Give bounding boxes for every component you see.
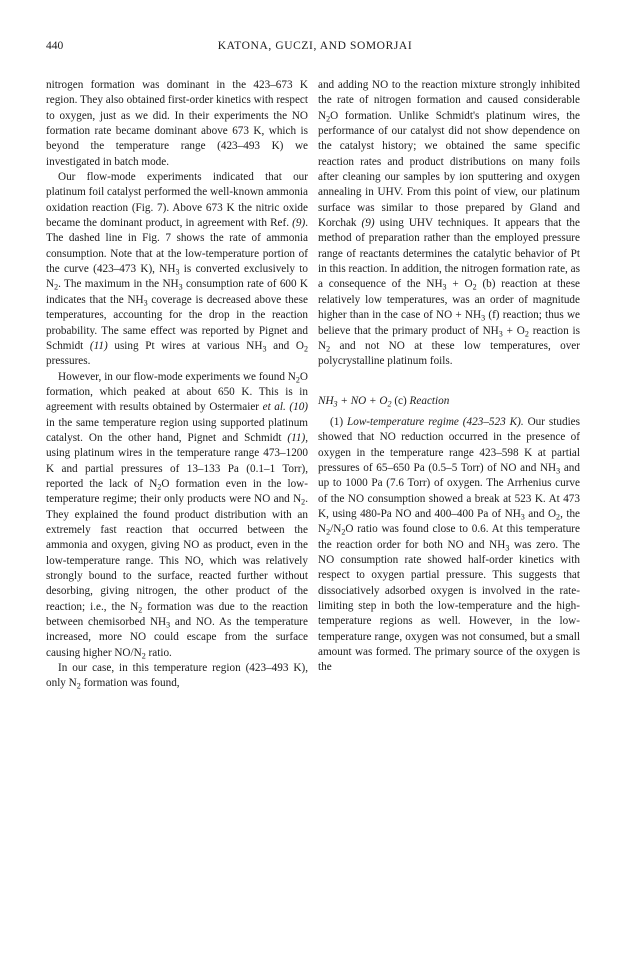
page-header [46,40,584,60]
paragraph: Our flow-mode experiments indicated that our platinum foil catalyst performed the well-known ammonia oxidation reaction (Fig. 7). Above 673 K the nitric oxide became the dominant product, in agreement with Ref. (9). The dashed line in Fig. 7 shows the rate of ammonia consumption. Note that at the low-temperature portion of the curve (423–473 K), $NH_3$ is converted exclusively to $N_2$. The maximum in the $NH_3$ consumption rate of 600 K indicates that the $NH_3$ coverage is decreased above these temperatures, accounting for the drop in the reaction probability. The same effect was reported by Pignet and Schmidt (11) using Pt wires at various $NH_3$ and $O_2$ pressures. [46,171,309,368]
subsection-title: Low-temperature regime (423–523 K). [347,415,524,428]
reference: (11) [287,431,306,444]
left-column [46,78,308,692]
reference: (9) [361,217,375,230]
reference: (10) [289,401,309,414]
section-heading: $NH_3$ + NO + $O_2$ (c) Reaction [318,394,450,408]
right-column [318,78,580,676]
paragraph: In our case, in this temperature region (423–493 K), only $N_2$ formation was found, [46,662,308,691]
running-head: KATONA, GUCZI, AND SOMORJAI [217,40,413,52]
paragraph: and adding NO to the reaction mixture strongly inhibited the rate of nitrogen formation and caused considerable $N_2O$ formation. Unlike Schmidt's platinum wires, the performance of our catalyst did not show dependence on the catalyst history; we obtained the same specific reaction rates and product distributions on many foils after cleaning our samples by ion sputtering and oxygen annealing in UHV. From this point of view, our platinum surface was similar to those prepared by Gland and Korchak (9) using UHV techniques. It appears that the method of preparation rather than the employed pressure range of reactants determines the catalytic behavior of Pt in this reaction. In addition, the nitrogen formation rate, as a consequence of the $NH_3 + O_2$ (b) reaction at these relatively low temperatures, was an order of magnitude higher than in the case of NO + $NH_3$ (f) reaction; thus we believe that the primary product of $NH_3 + O_2$ reaction is $N_2$ and not NO at these low temperatures, over polycrystalline platinum foils. [318,79,581,368]
reference: (9) [292,217,306,230]
paragraph: nitrogen formation was dominant in the 423–673 K region. They also obtained first-order kinetics with respect to oxygen, just as we did. In their experiments the NO formation rate became dominant above 673 K, which is beyond the temperature range (423–493 K) we investigated in batch mode. [46,79,308,168]
paragraph: (1) Low-temperature regime (423–523 K). Our studies showed that NO reduction occurred in the presence of oxygen in the temperature range 423–598 K at partial pressures of 65–650 Pa (0.5–5 Torr) of NO and $NH_3$ and up to 1000 Pa (7.6 Torr) of oxygen. The Arrhenius curve of the NO consumption showed a break at 523 K. At 473 K, using 480-Pa NO and 400–400 Pa of $NH_3$ and $O_2$, the $N_2/N_2O$ ratio was found close to 0.6. At this temperature the reaction order for both NO and $NH_3$ was zero. The NO consumption rate showed half-order kinetics with respect to oxygen partial pressure. This suggests that dissociatively adsorbed oxygen is involved in the rate-limiting step in both the low-temperature and the high-temperature regions as well. However, in the low-temperature range, oxygen was not consumed, but a small amount was formed. The primary source of the oxygen is the [318,415,581,674]
reference: (11) [89,339,108,352]
page-number: 440 [46,40,64,52]
paragraph: However, in our flow-mode experiments we found $N_2O$ formation, which peaked at about 650 K. This is in agreement with results obtained by Ostermaier et al. (10) in the same temperature region using supported platinum catalyst. On the other hand, Pignet and Schmidt (11), using platinum wires in the temperature range 473–1200 K and partial pressures of 13–133 Pa (0.1–1 Torr), reported the lack of $N_2O$ formation even in the low-temperature regime; their only products were NO and $N_2$. They explained the found product distribution with an extremely fast reaction that occurred between the ammonia and oxygen, giving NO as product, even in the low-temperature range. This NO, which was relatively strongly bound to the surface, reacted further without desorbing, giving nitrogen, the other product of the reaction; i.e., the $N_2$ formation was due to the reaction between chemisorbed $NH_3$ and NO. As the temperature increased, more NO could escape from the surface causing higher $NO/N_2$ ratio. [46,370,309,661]
